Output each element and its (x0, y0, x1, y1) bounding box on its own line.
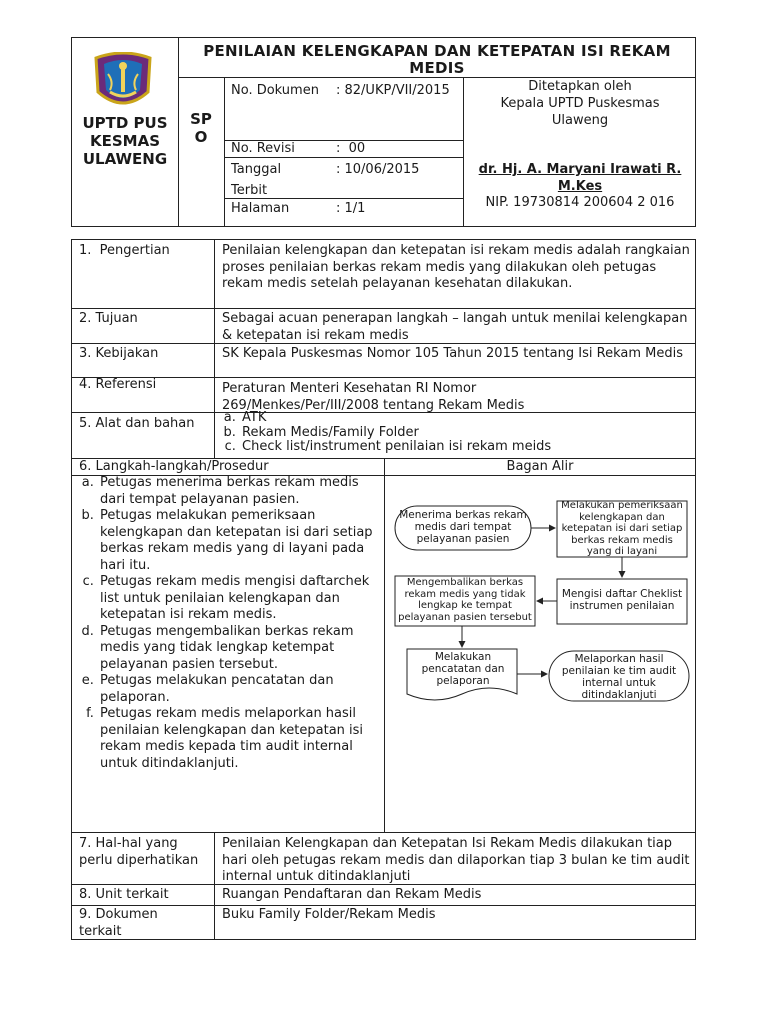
tujuan-label: 2. Tujuan (79, 311, 138, 326)
procedure-step: e. Petugas melakukan pencatatan dan pelaporan. (98, 673, 378, 706)
procedure-step: d. Petugas mengembalikan berkas rekam medis yang tidak lengkap ketempat pelayanan pasien tersebut. (98, 624, 378, 674)
flow-node-text: Menerima berkas rekam medis dari tempat pelayanan pasien (399, 509, 527, 545)
approval-name: dr. Hj. A. Maryani Irawati R. M.Kes (478, 162, 682, 194)
field-value-no-dokumen: : 82/UKP/VII/2015 (336, 83, 450, 98)
approval-line2: Kepala UPTD Puskesmas Ulaweng (500, 96, 660, 128)
kebijakan-label: 3. Kebijakan (79, 346, 159, 361)
organization-name: UPTD PUSKESMAS ULAWENG (82, 114, 168, 168)
unit-text: Ruangan Pendaftaran dan Rekam Medis (222, 887, 482, 902)
tujuan-text: Sebagai acuan penerapan langkah – langah untuk menilai kelengkapan & ketepatan isi rekam medis (222, 311, 688, 343)
procedure-step: b. Petugas melakukan pemeriksaan kelengkapan dan ketepatan isi dari setiap berkas rekam medis yang di layani pada hari itu. (98, 508, 378, 574)
flow-node-text: Melakukan pemeriksaan kelengkapan dan ketepatan isi dari setiap berkas rekam medis yang di layani (561, 500, 683, 557)
doc-type-label: SPO (190, 110, 212, 146)
alat-label: 5. Alat dan bahan (79, 416, 195, 431)
flow-node-text: Melakukan pencatatan dan pelaporan (421, 651, 505, 687)
procedure-step: c. Petugas rekam medis mengisi daftarchek list untuk penilaian kelengkapan dan ketepatan isi rekam medis. (98, 574, 378, 624)
alat-item: b. Rekam Medis/Family Folder (240, 426, 692, 441)
emblem-logo (90, 52, 156, 114)
document-title: PENILAIAN KELENGKAPAN DAN KETEPATAN ISI REKAM MEDIS (203, 42, 671, 77)
field-label-halaman: Halaman (231, 201, 290, 216)
flow-label: Bagan Alir (506, 459, 574, 474)
pengertian-label: 1. Pengertian (79, 243, 170, 258)
field-label-no-dokumen: No. Dokumen (231, 83, 319, 98)
alat-list (222, 411, 692, 455)
field-label-no-revisi: No. Revisi (231, 141, 295, 156)
pengertian-text: Penilaian kelengkapan dan ketepatan isi rekam medis adalah rangkaian proses penilaian berkas rekam medis yang dilakukan oleh petugas rekam medis setelah pelayanan kesehatan dilakukan. (222, 243, 690, 291)
procedure-steps (76, 475, 378, 772)
approval-nip: NIP. 19730814 200604 2 016 (485, 195, 675, 210)
flow-node-text: Melaporkan hasil penilaian ke tim audit internal untuk ditindaklanjuti (561, 653, 677, 701)
field-value-no-revisi: : 00 (336, 141, 366, 156)
kebijakan-text: SK Kepala Puskesmas Nomor 105 Tahun 2015 tentang Isi Rekam Medis (222, 346, 683, 361)
hal-hal-text: Penilaian Kelengkapan dan Ketepatan Isi Rekam Medis dilakukan tiap hari oleh petugas rekam medis dan dilaporkan tiap 3 bulan ke tim audit internal untuk ditindaklanjuti (222, 836, 690, 884)
unit-label: 8. Unit terkait (79, 887, 169, 902)
flow-node-text: Mengembalikan berkas rekam medis yang tidak lengkap ke tempat pelayanan pasien tersebut (398, 577, 532, 623)
langkah-label: 6. Langkah-langkah/Prosedur (79, 459, 269, 474)
field-label-tanggal-terbit: Tanggal Terbit (231, 162, 282, 198)
procedure-step: f. Petugas rekam medis melaporkan hasil penilaian kelengkapan dan ketepatan isi rekam medis kepada tim audit internal untuk ditindaklanjuti. (98, 706, 378, 772)
field-value-halaman: : 1/1 (336, 201, 366, 216)
dokumen-label: 9. Dokumen terkait (79, 907, 158, 939)
alat-item: c. Check list/instrument penilaian isi rekam meids (240, 440, 692, 455)
procedure-step: a. Petugas menerima berkas rekam medis dari tempat pelayanan pasien. (98, 475, 378, 508)
referensi-text: Peraturan Menteri Kesehatan RI Nomor 269/Menkes/Per/III/2008 tentang Rekam Medis (222, 381, 525, 413)
approval-line1: Ditetapkan oleh (528, 79, 632, 94)
field-value-tanggal-terbit: : 10/06/2015 (336, 162, 420, 177)
alat-item: a. ATK (240, 411, 692, 426)
hal-hal-label: 7. Hal-hal yang perlu diperhatikan (79, 836, 199, 868)
flowchart (385, 476, 695, 831)
flow-node-text: Mengisi daftar Cheklist instrumen penilaian (561, 588, 683, 612)
dokumen-text: Buku Family Folder/Rekam Medis (222, 907, 436, 922)
referensi-label: 4. Referensi (79, 377, 157, 392)
